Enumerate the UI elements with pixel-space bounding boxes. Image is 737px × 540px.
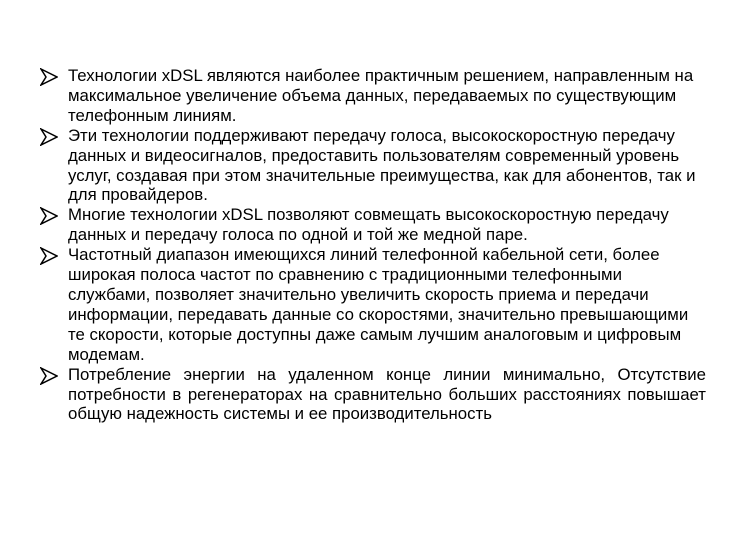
- arrow-head-bullet-icon: [40, 247, 58, 265]
- bullet-text: Потребление энергии на удаленном конце линии минимально, Отсутствие потребности в регенераторах на сравнительно больших расстояниях повышает общую надежность системы и ее производительность: [68, 364, 706, 424]
- bullet-text: Многие технологии xDSL позволяют совмещать высокоскоростную передачу данных и передачу голоса по одной и той же медной паре.: [68, 205, 669, 245]
- arrow-head-bullet-icon: [40, 128, 58, 146]
- list-item: [40, 245, 706, 364]
- list-item: [40, 365, 706, 425]
- bullet-text: Частотный диапазон имеющихся линий телефонной кабельной сети, более широкая полоса частот по сравнению с традиционными телефонными службами, позволяет значительно увеличить скорость приема и передачи информации, передавать данные со скоростями, значительно превышающими те скорости, которые доступны даже самым лучшим аналоговым и цифровым модемам.: [68, 245, 689, 364]
- list-item: [40, 205, 706, 245]
- bullet-text: Технологии xDSL являются наиболее практичным решением, направленным на максимальное увеличение объема данных, передаваемых по существующим телефонным линиям.: [68, 66, 694, 125]
- list-item: [40, 66, 706, 126]
- bullet-list: [40, 66, 706, 424]
- arrow-head-bullet-icon: [40, 207, 58, 225]
- bullet-text: Эти технологии поддерживают передачу голоса, высокоскоростную передачу данных и видеосигналов, предоставить пользователям современный уровень услуг, создавая при этом значительные преимущества, как для абонентов, так и для провайдеров.: [68, 125, 696, 205]
- arrow-head-bullet-icon: [40, 68, 58, 86]
- list-item: [40, 126, 706, 206]
- arrow-head-bullet-icon: [40, 367, 58, 385]
